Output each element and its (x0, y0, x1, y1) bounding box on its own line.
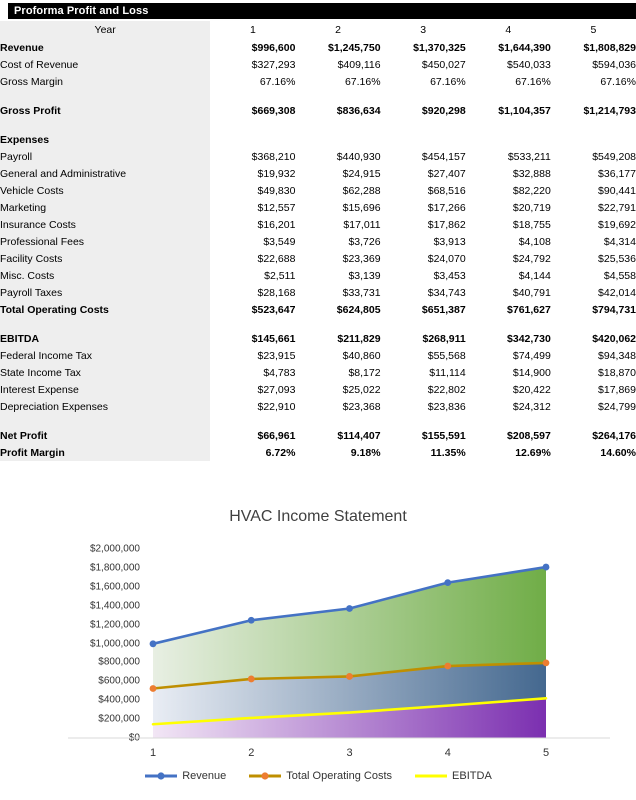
row-value-year-1: $22,910 (210, 398, 295, 415)
row-value-year-4 (466, 131, 551, 148)
row-label: Vehicle Costs (0, 182, 210, 199)
row-value-year-2: $8,172 (295, 364, 380, 381)
spacer-cell (0, 119, 210, 131)
legend-item-revenue[interactable] (144, 770, 226, 782)
spacer-cell (381, 318, 466, 330)
data-point-revenue (150, 640, 157, 647)
row-value-year-5: $25,536 (551, 250, 636, 267)
column-header-year-2: 2 (295, 21, 380, 39)
y-axis-tick-label: $1,600,000 (89, 581, 140, 593)
column-header-year-4: 4 (466, 21, 551, 39)
legend-label-ebitda: EBITDA (452, 770, 492, 782)
spacer-cell (466, 90, 551, 102)
y-axis-tick-label: $200,000 (98, 713, 140, 725)
legend-item-ebitda[interactable] (414, 770, 492, 782)
spacer-cell (295, 119, 380, 131)
data-point-total-operating-costs (346, 673, 353, 680)
row-value-year-3: $17,266 (381, 199, 466, 216)
row-value-year-3: $1,370,325 (381, 39, 466, 56)
row-value-year-1: $368,210 (210, 148, 295, 165)
row-label: Cost of Revenue (0, 56, 210, 73)
table-row (0, 56, 636, 73)
row-value-year-5: $1,214,793 (551, 102, 636, 119)
row-value-year-5: $4,314 (551, 233, 636, 250)
spacer-cell (210, 318, 295, 330)
row-value-year-3: $155,591 (381, 427, 466, 444)
spacer-cell (551, 415, 636, 427)
row-value-year-2: $62,288 (295, 182, 380, 199)
table-row (0, 301, 636, 318)
row-value-year-1: $3,549 (210, 233, 295, 250)
row-value-year-1: $22,688 (210, 250, 295, 267)
row-value-year-1: $49,830 (210, 182, 295, 199)
row-value-year-1: $27,093 (210, 381, 295, 398)
page-title: Proforma Profit and Loss (8, 3, 636, 19)
column-header-year-3: 3 (381, 21, 466, 39)
row-value-year-1: $19,932 (210, 165, 295, 182)
spacer-cell (551, 90, 636, 102)
row-value-year-5: $264,176 (551, 427, 636, 444)
row-label: Professional Fees (0, 233, 210, 250)
row-value-year-2: $624,805 (295, 301, 380, 318)
row-value-year-5: 67.16% (551, 73, 636, 90)
row-value-year-2: $409,116 (295, 56, 380, 73)
legend-item-total-operating-costs[interactable] (248, 770, 392, 782)
row-value-year-4: $74,499 (466, 347, 551, 364)
row-value-year-2: $17,011 (295, 216, 380, 233)
spacer-cell (381, 415, 466, 427)
row-value-year-2: $114,407 (295, 427, 380, 444)
table-spacer-row (0, 415, 636, 427)
row-value-year-4: $208,597 (466, 427, 551, 444)
row-value-year-3: $24,070 (381, 250, 466, 267)
table-row (0, 284, 636, 301)
row-value-year-4: 67.16% (466, 73, 551, 90)
row-value-year-5: $36,177 (551, 165, 636, 182)
spacer-cell (466, 415, 551, 427)
row-value-year-4: $20,719 (466, 199, 551, 216)
data-point-total-operating-costs (150, 685, 157, 692)
data-point-revenue (248, 617, 255, 624)
row-label: Interest Expense (0, 381, 210, 398)
spacer-cell (295, 318, 380, 330)
spacer-cell (210, 415, 295, 427)
row-value-year-1: $327,293 (210, 56, 295, 73)
table-row (0, 250, 636, 267)
row-label: Gross Margin (0, 73, 210, 90)
row-label: Marketing (0, 199, 210, 216)
spacer-cell (0, 90, 210, 102)
row-label: Facility Costs (0, 250, 210, 267)
row-value-year-3: $55,568 (381, 347, 466, 364)
row-label: Net Profit (0, 427, 210, 444)
legend-swatch-total-operating-costs (248, 770, 282, 782)
row-label: Total Operating Costs (0, 301, 210, 318)
row-value-year-3: $268,911 (381, 330, 466, 347)
row-value-year-5: $1,808,829 (551, 39, 636, 56)
table-row (0, 381, 636, 398)
row-value-year-2: 67.16% (295, 73, 380, 90)
legend-swatch-revenue (144, 770, 178, 782)
table-row (0, 233, 636, 250)
row-value-year-4: $4,108 (466, 233, 551, 250)
row-value-year-5: $19,692 (551, 216, 636, 233)
table-row (0, 330, 636, 347)
spacer-cell (551, 119, 636, 131)
row-value-year-3: $11,114 (381, 364, 466, 381)
row-value-year-4: $18,755 (466, 216, 551, 233)
y-axis-tick-label: $0 (128, 732, 140, 744)
row-value-year-3 (381, 131, 466, 148)
profit-loss-table (0, 21, 636, 461)
y-axis-tick-label: $400,000 (98, 694, 140, 706)
spacer-cell (551, 318, 636, 330)
row-value-year-2: $15,696 (295, 199, 380, 216)
row-label: General and Administrative (0, 165, 210, 182)
spacer-cell (295, 415, 380, 427)
row-value-year-3: $34,743 (381, 284, 466, 301)
row-value-year-1: $12,557 (210, 199, 295, 216)
row-value-year-4: $1,104,357 (466, 102, 551, 119)
table-header-row (0, 21, 636, 39)
table-row (0, 165, 636, 182)
spacer-cell (381, 90, 466, 102)
spacer-cell (381, 119, 466, 131)
row-value-year-2 (295, 131, 380, 148)
row-value-year-4: $4,144 (466, 267, 551, 284)
x-axis-tick-label: 5 (542, 747, 550, 759)
chart-plot-area (0, 498, 636, 800)
row-value-year-3: 11.35% (381, 444, 466, 461)
x-axis-tick-label: 4 (444, 747, 451, 759)
row-value-year-1: $523,647 (210, 301, 295, 318)
row-value-year-2: $836,634 (295, 102, 380, 119)
spacer-cell (0, 415, 210, 427)
row-value-year-2: $23,369 (295, 250, 380, 267)
row-value-year-4: $24,312 (466, 398, 551, 415)
table-row (0, 216, 636, 233)
row-value-year-4: $20,422 (466, 381, 551, 398)
spacer-cell (210, 90, 295, 102)
spacer-cell (466, 119, 551, 131)
table-spacer-row (0, 119, 636, 131)
row-value-year-5 (551, 131, 636, 148)
chart-legend (0, 770, 636, 782)
row-value-year-3: $454,157 (381, 148, 466, 165)
data-point-total-operating-costs (444, 663, 451, 670)
row-label: Expenses (0, 131, 210, 148)
row-value-year-4: $40,791 (466, 284, 551, 301)
row-value-year-2: $25,022 (295, 381, 380, 398)
table-spacer-row (0, 90, 636, 102)
row-label: Gross Profit (0, 102, 210, 119)
row-value-year-3: $27,407 (381, 165, 466, 182)
row-label: Payroll Taxes (0, 284, 210, 301)
spacer-cell (295, 90, 380, 102)
table-row (0, 148, 636, 165)
table-row (0, 102, 636, 119)
row-value-year-1 (210, 131, 295, 148)
row-value-year-3: $17,862 (381, 216, 466, 233)
legend-label-revenue: Revenue (182, 770, 227, 782)
data-point-revenue (346, 605, 353, 612)
row-value-year-5: 14.60% (551, 444, 636, 461)
row-label: Payroll (0, 148, 210, 165)
row-label: Federal Income Tax (0, 347, 210, 364)
row-value-year-5: $24,799 (551, 398, 636, 415)
row-value-year-4: $82,220 (466, 182, 551, 199)
profit-loss-table-container (0, 21, 636, 461)
row-value-year-1: $669,308 (210, 102, 295, 119)
row-value-year-2: $33,731 (295, 284, 380, 301)
table-row (0, 364, 636, 381)
row-value-year-1: $23,915 (210, 347, 295, 364)
row-value-year-3: $22,802 (381, 381, 466, 398)
row-value-year-1: 67.16% (210, 73, 295, 90)
row-value-year-3: 67.16% (381, 73, 466, 90)
row-value-year-4: $32,888 (466, 165, 551, 182)
row-value-year-4: $533,211 (466, 148, 551, 165)
row-value-year-5: $549,208 (551, 148, 636, 165)
row-value-year-5: $420,062 (551, 330, 636, 347)
row-value-year-1: $16,201 (210, 216, 295, 233)
row-value-year-2: 9.18% (295, 444, 380, 461)
row-value-year-3: $920,298 (381, 102, 466, 119)
row-value-year-5: $18,870 (551, 364, 636, 381)
table-row (0, 347, 636, 364)
column-header-year-5: 5 (551, 21, 636, 39)
table-spacer-row (0, 318, 636, 330)
table-row (0, 199, 636, 216)
x-axis-tick-label: 1 (149, 747, 157, 759)
row-value-year-2: $3,726 (295, 233, 380, 250)
chart-title: HVAC Income Statement (229, 508, 407, 525)
row-value-year-2: $1,245,750 (295, 39, 380, 56)
row-value-year-1: $996,600 (210, 39, 295, 56)
row-value-year-5: $22,791 (551, 199, 636, 216)
row-value-year-4: $761,627 (466, 301, 551, 318)
row-value-year-2: $440,930 (295, 148, 380, 165)
row-value-year-4: $24,792 (466, 250, 551, 267)
row-value-year-4: $540,033 (466, 56, 551, 73)
row-value-year-3: $68,516 (381, 182, 466, 199)
row-value-year-3: $651,387 (381, 301, 466, 318)
data-point-total-operating-costs (543, 659, 550, 666)
table-row (0, 39, 636, 56)
row-value-year-1: $66,961 (210, 427, 295, 444)
spacer-cell (0, 318, 210, 330)
row-value-year-4: $1,644,390 (466, 39, 551, 56)
row-label: Misc. Costs (0, 267, 210, 284)
table-body (0, 21, 636, 461)
row-value-year-2: $24,915 (295, 165, 380, 182)
row-value-year-3: $450,027 (381, 56, 466, 73)
row-value-year-5: $17,869 (551, 381, 636, 398)
row-label: Depreciation Expenses (0, 398, 210, 415)
y-axis-tick-label: $2,000,000 (89, 543, 140, 555)
data-point-revenue (543, 564, 550, 571)
row-label: EBITDA (0, 330, 210, 347)
x-axis-tick-label: 3 (346, 747, 353, 759)
row-value-year-5: $794,731 (551, 301, 636, 318)
row-value-year-1: 6.72% (210, 444, 295, 461)
row-label: Profit Margin (0, 444, 210, 461)
legend-label-total-operating-costs: Total Operating Costs (286, 770, 393, 782)
row-value-year-5: $94,348 (551, 347, 636, 364)
hvac-income-statement-chart (0, 498, 636, 800)
x-axis-tick-label: 2 (248, 747, 255, 759)
row-value-year-5: $42,014 (551, 284, 636, 301)
row-value-year-4: $14,900 (466, 364, 551, 381)
column-header-year: Year (0, 21, 210, 39)
y-axis-tick-label: $1,800,000 (89, 562, 140, 574)
row-value-year-2: $211,829 (295, 330, 380, 347)
row-value-year-1: $2,511 (210, 267, 295, 284)
row-value-year-1: $145,661 (210, 330, 295, 347)
row-value-year-4: $342,730 (466, 330, 551, 347)
row-label: Revenue (0, 39, 210, 56)
row-value-year-2: $23,368 (295, 398, 380, 415)
table-row (0, 267, 636, 284)
table-row (0, 131, 636, 148)
spacer-cell (466, 318, 551, 330)
y-axis-tick-label: $1,400,000 (89, 600, 140, 612)
row-value-year-2: $40,860 (295, 347, 380, 364)
row-value-year-5: $594,036 (551, 56, 636, 73)
column-header-year-1: 1 (210, 21, 295, 39)
table-row (0, 427, 636, 444)
table-row (0, 444, 636, 461)
row-value-year-1: $4,783 (210, 364, 295, 381)
data-point-total-operating-costs (248, 676, 255, 683)
table-row (0, 73, 636, 90)
row-value-year-3: $3,913 (381, 233, 466, 250)
row-value-year-3: $3,453 (381, 267, 466, 284)
row-value-year-3: $23,836 (381, 398, 466, 415)
data-point-revenue (444, 579, 451, 586)
row-value-year-2: $3,139 (295, 267, 380, 284)
y-axis-tick-label: $600,000 (98, 675, 140, 687)
table-row (0, 398, 636, 415)
table-row (0, 182, 636, 199)
spacer-cell (210, 119, 295, 131)
row-value-year-4: 12.69% (466, 444, 551, 461)
row-label: State Income Tax (0, 364, 210, 381)
row-value-year-1: $28,168 (210, 284, 295, 301)
row-value-year-5: $90,441 (551, 182, 636, 199)
y-axis-tick-label: $800,000 (98, 656, 140, 668)
y-axis-tick-label: $1,000,000 (89, 638, 140, 649)
row-label: Insurance Costs (0, 216, 210, 233)
y-axis-tick-label: $1,200,000 (89, 619, 140, 631)
row-value-year-5: $4,558 (551, 267, 636, 284)
legend-swatch-ebitda (414, 770, 448, 782)
